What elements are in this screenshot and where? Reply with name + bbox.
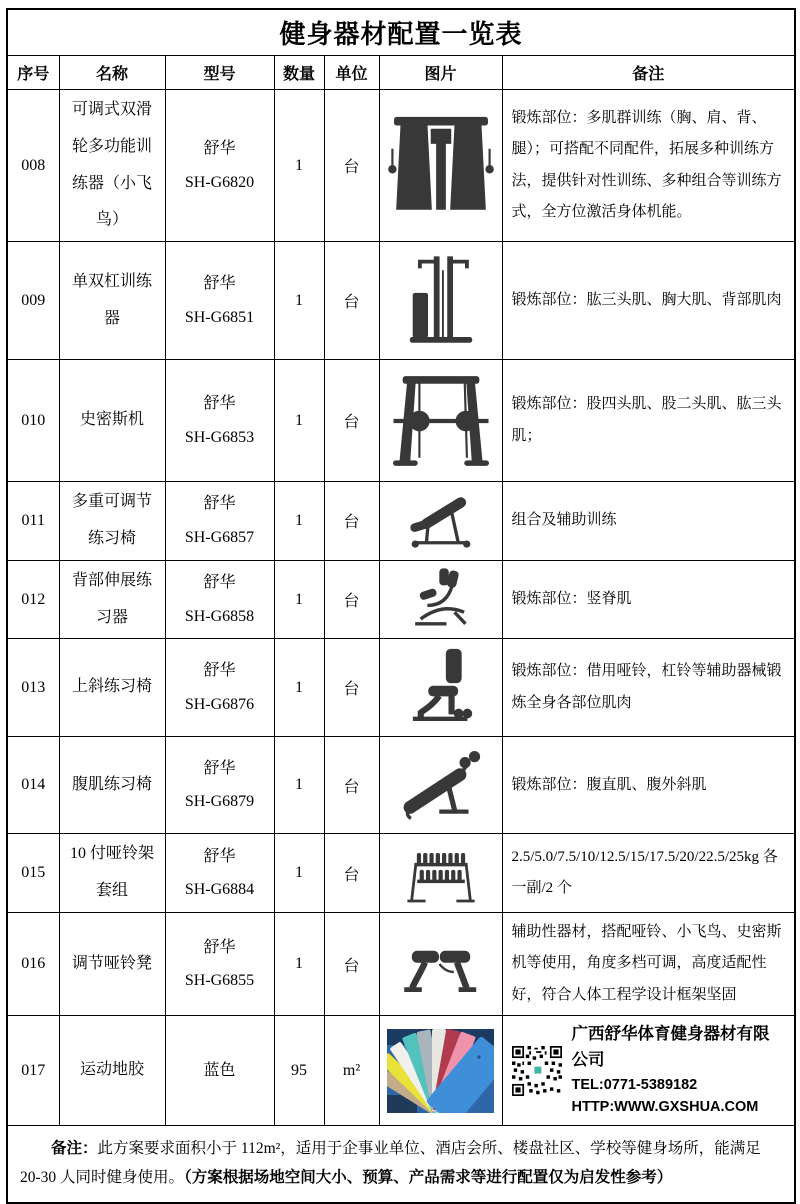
col-header-qty: 数量	[274, 56, 324, 90]
footer-row	[7, 1125, 795, 1203]
col-header-remark: 备注	[502, 56, 795, 90]
ab-bench-icon	[389, 742, 493, 828]
row-model	[165, 482, 274, 561]
row-name: 单双杠训练器	[59, 242, 165, 360]
row-unit: 台	[324, 482, 379, 561]
row-no: 008	[7, 90, 59, 242]
brand: 舒华	[203, 140, 236, 157]
row-name: 运动地胶	[59, 1016, 165, 1125]
title-row	[7, 9, 795, 56]
brand: 舒华	[203, 759, 236, 777]
row-remark: 组合及辅助训练	[502, 482, 795, 561]
row-qty: 95	[274, 1016, 324, 1125]
floor-mat-image	[379, 1016, 502, 1125]
footer-note	[7, 1125, 795, 1203]
upright-chair-image	[379, 639, 502, 737]
row-no: 014	[7, 737, 59, 834]
table-row	[7, 560, 795, 639]
model-code: SH-G6858	[184, 607, 255, 625]
qr-code	[512, 1046, 562, 1096]
row-remark: 锻炼部位：腹直肌、腹外斜肌	[502, 737, 795, 834]
flat-bench-image	[379, 912, 502, 1016]
row-no: 016	[7, 912, 59, 1016]
model-code: SH-G6855	[184, 972, 255, 990]
row-unit: 台	[324, 242, 379, 360]
row-model	[165, 560, 274, 639]
row-remark: 锻炼部位：多肌群训练（胸、肩、背、腿）；可搭配不同配件，拓展多种训练方法，提供针对性训练、多种组合等训练方式，全方位激活身体机能。	[502, 90, 795, 242]
functional-trainer-icon	[387, 110, 495, 222]
row-no: 013	[7, 639, 59, 737]
upright-chair-icon	[396, 644, 486, 732]
row-name: 多重可调节练习椅	[59, 482, 165, 561]
ab-bench-image	[379, 737, 502, 834]
table-row	[7, 242, 795, 360]
brand: 舒华	[203, 495, 236, 513]
row-unit: 台	[324, 560, 379, 639]
row-model	[165, 360, 274, 482]
row-unit: 台	[324, 912, 379, 1016]
row-name: 调节哑铃凳	[59, 912, 165, 1016]
footer-bold-text: （方案根据场地空间大小、预算、产品需求等进行配置仅为启发性参考）	[184, 1168, 673, 1186]
row-no: 012	[7, 560, 59, 639]
row-unit: 台	[324, 737, 379, 834]
row-name: 上斜练习椅	[59, 639, 165, 737]
row-model	[165, 639, 274, 737]
brand: 舒华	[203, 938, 236, 956]
row-unit: 台	[324, 90, 379, 242]
brand: 舒华	[203, 662, 236, 680]
company-tel: TEL:0771-5389182	[571, 1076, 698, 1093]
table-row	[7, 360, 795, 482]
model-code: SH-G6884	[184, 881, 255, 899]
model-code: SH-G6879	[184, 793, 255, 811]
row-no: 015	[7, 834, 59, 913]
row-remark: 锻炼部位：借用哑铃，杠铃等辅助器械锻炼全身各部位肌肉	[502, 639, 795, 737]
row-qty: 1	[274, 912, 324, 1016]
table-row	[7, 482, 795, 561]
model-code: SH-G6853	[184, 428, 255, 446]
row-qty: 1	[274, 560, 324, 639]
table-row	[7, 834, 795, 913]
functional-trainer-image	[379, 90, 502, 242]
brand: 蓝色	[203, 1061, 236, 1079]
flat-bench-icon	[387, 924, 495, 1004]
table-row	[7, 639, 795, 737]
table-row	[7, 1016, 795, 1125]
row-remark: 辅助性器材，搭配哑铃、小飞鸟、史密斯机等使用，角度多档可调，高度适配性好，符合人体工程学设计框架坚固	[502, 912, 795, 1016]
row-name: 腹肌练习椅	[59, 737, 165, 834]
row-model	[165, 90, 274, 242]
dip-chin-station-image	[379, 242, 502, 360]
row-unit: 台	[324, 360, 379, 482]
col-header-name: 名称	[59, 56, 165, 90]
col-header-unit: 单位	[324, 56, 379, 90]
equipment-table	[6, 8, 796, 1204]
row-qty: 1	[274, 639, 324, 737]
company-text	[572, 1022, 786, 1118]
row-remark: 锻炼部位：竖脊肌	[502, 560, 795, 639]
model-code: SH-G6876	[184, 695, 255, 713]
col-header-no: 序号	[7, 56, 59, 90]
model-code: SH-G6857	[184, 528, 255, 546]
footer-text: 此方案要求面积小于 112m²，适用于企事业单位、酒店会所、楼盘社区、学校等健身场所，能满足 20-30 人同时健身使用。	[20, 1139, 761, 1186]
floor-mat-photo	[387, 1029, 494, 1113]
table-row	[7, 737, 795, 834]
dumbbell-rack-icon	[385, 838, 497, 908]
model-code: SH-G6851	[184, 308, 255, 326]
row-qty: 1	[274, 242, 324, 360]
row-model	[165, 834, 274, 913]
row-model	[165, 912, 274, 1016]
brand: 舒华	[203, 395, 236, 413]
adjustable-bench-image	[379, 482, 502, 561]
back-extension-image	[379, 560, 502, 639]
company-website: HTTP:WWW.GXSHUA.COM	[571, 1099, 759, 1116]
row-name: 史密斯机	[59, 360, 165, 482]
brand: 舒华	[203, 847, 236, 865]
row-remark: 锻炼部位：股四头肌、股二头肌、肱三头肌；	[502, 360, 795, 482]
footer-paragraph	[20, 1134, 782, 1193]
row-qty: 1	[274, 834, 324, 913]
col-header-picture: 图片	[379, 56, 502, 90]
model-code: SH-G6820	[184, 173, 255, 191]
row-unit: 台	[324, 639, 379, 737]
adjustable-bench-icon	[391, 488, 491, 554]
row-model	[165, 242, 274, 360]
row-qty: 1	[274, 737, 324, 834]
page-title: 健身器材配置一览表	[7, 9, 795, 56]
row-model	[165, 737, 274, 834]
dip-chin-station-icon	[393, 246, 489, 356]
footer-label: 备注：	[51, 1139, 98, 1157]
row-name: 背部伸展练习器	[59, 560, 165, 639]
row-qty: 1	[274, 90, 324, 242]
company-info-cell	[502, 1016, 795, 1125]
company-name: 广西舒华体育健身器材有限公司	[571, 1025, 770, 1070]
back-extension-icon	[391, 566, 491, 634]
header-row	[7, 56, 795, 90]
row-name: 可调式双滑轮多功能训练器（小飞鸟）	[59, 90, 165, 242]
col-header-model: 型号	[165, 56, 274, 90]
brand: 舒华	[203, 573, 236, 591]
table-row	[7, 912, 795, 1016]
row-qty: 1	[274, 482, 324, 561]
row-no: 009	[7, 242, 59, 360]
smith-machine-image	[379, 360, 502, 482]
row-remark: 锻炼部位：肱三头肌、胸大肌、背部肌肉	[502, 242, 795, 360]
table-row	[7, 90, 795, 242]
row-model	[165, 1016, 274, 1125]
row-no: 010	[7, 360, 59, 482]
dumbbell-rack-image	[379, 834, 502, 913]
row-unit: 台	[324, 834, 379, 913]
row-no: 017	[7, 1016, 59, 1125]
row-qty: 1	[274, 360, 324, 482]
row-no: 011	[7, 482, 59, 561]
brand: 舒华	[203, 275, 236, 293]
row-name: 10 付哑铃架套组	[59, 834, 165, 913]
row-unit: m²	[324, 1016, 379, 1125]
company-box	[512, 1020, 786, 1120]
smith-machine-icon	[387, 365, 495, 477]
row-remark: 2.5/5.0/7.5/10/12.5/15/17.5/20/22.5/25kg 各一副/2 个	[502, 834, 795, 913]
